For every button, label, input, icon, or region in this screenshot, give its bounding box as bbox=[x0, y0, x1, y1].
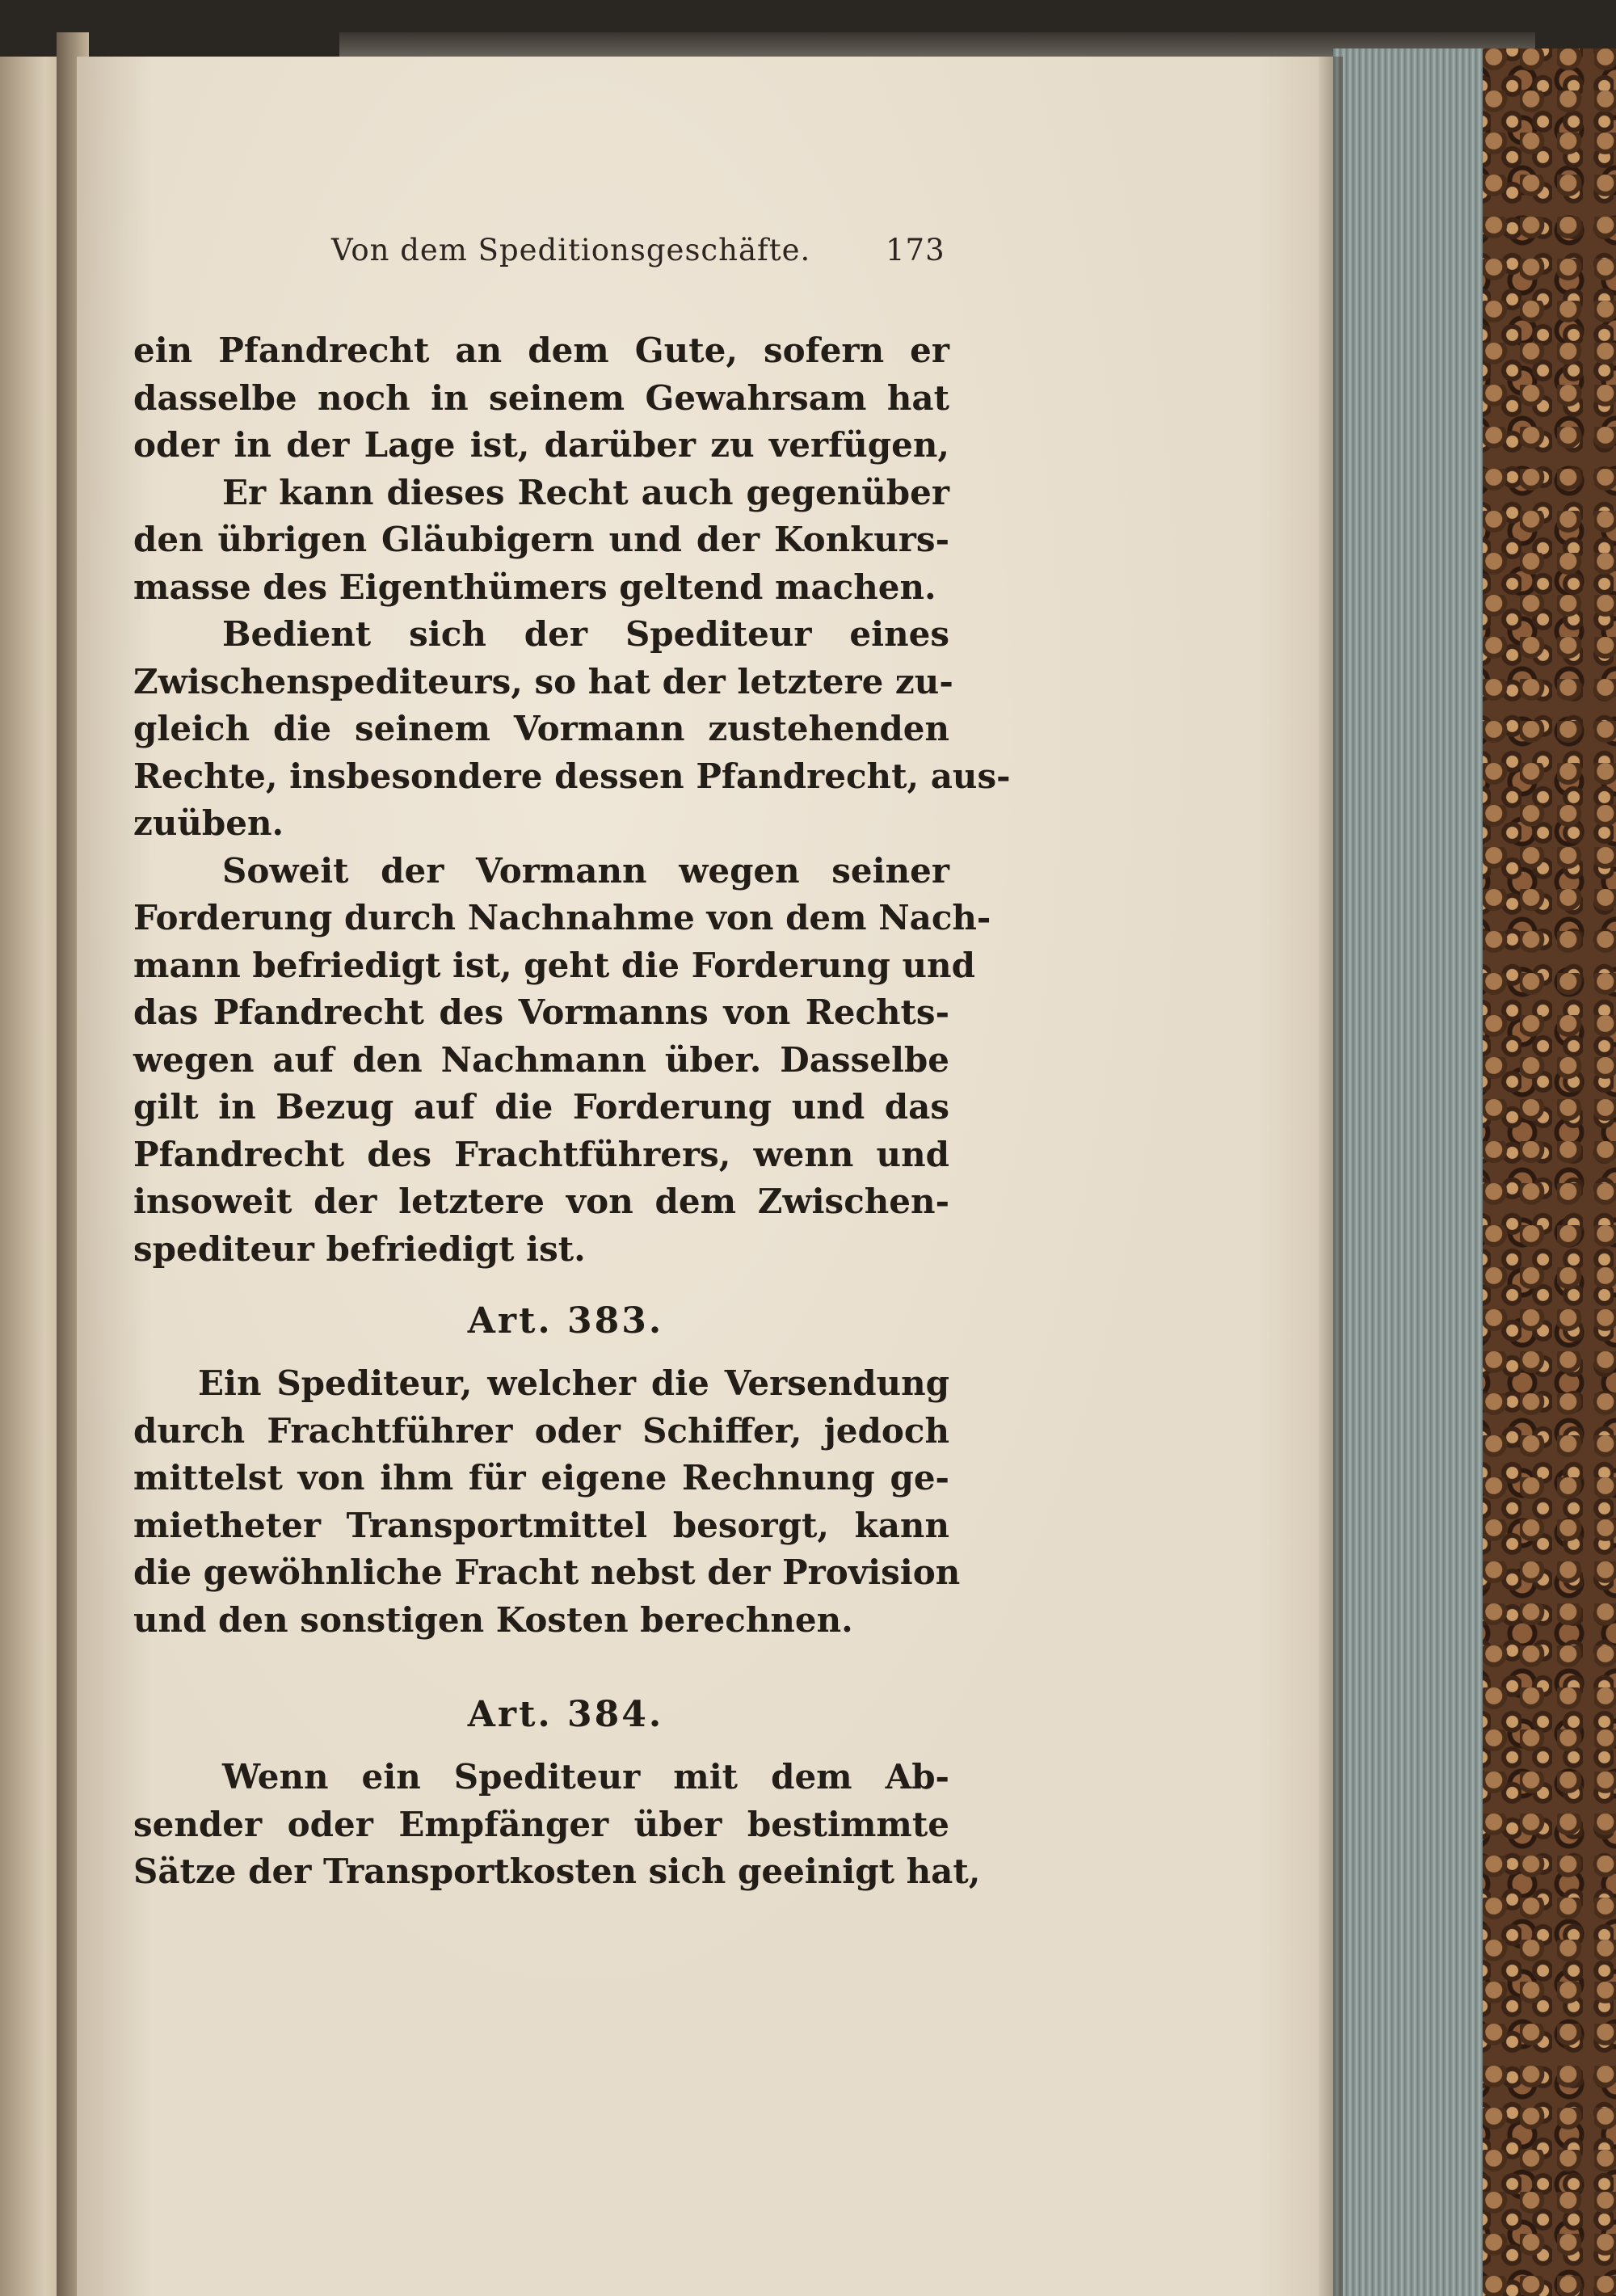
text-line: oder in der Lage ist, darüber zu verfügen, bbox=[133, 425, 949, 465]
text-line: dasselbe noch in seinem Gewahrsam hat bbox=[133, 377, 949, 418]
text-line: wegen auf den Nachmann über. Dasselbe bbox=[133, 1039, 949, 1080]
text-line: mittelst von ihm für eigene Rechnung ge- bbox=[133, 1458, 949, 1498]
text-line: ein Pfandrecht an dem Gute, sofern er bbox=[133, 331, 949, 370]
text-line: Zwischenspediteurs, so hat der letztere zu- bbox=[133, 661, 953, 701]
text-line: Er kann dieses Recht auch gegenüber bbox=[222, 472, 949, 512]
paragraph bbox=[133, 327, 949, 611]
page-number: 173 bbox=[886, 233, 945, 268]
text-line: gilt in Bezug auf die Forderung und das bbox=[133, 1087, 949, 1127]
marbled-cover bbox=[1483, 48, 1616, 2296]
text-line: Ein Spediteur, welcher die Versendung bbox=[198, 1363, 949, 1403]
text-line: Pfandrecht des Frachtführers, wenn und bbox=[133, 1134, 949, 1174]
article-heading: Art. 384. bbox=[467, 1694, 664, 1735]
text-line: mietheter Transportmittel besorgt, kann bbox=[133, 1505, 949, 1545]
paragraph bbox=[133, 848, 991, 1274]
text-line: Sätze der Transportkosten sich geeinigt hat, bbox=[133, 1852, 981, 1891]
article-heading: Art. 383. bbox=[467, 1300, 664, 1342]
text-line: Wenn ein Spediteur mit dem Ab- bbox=[222, 1757, 949, 1797]
text-line: durch Frachtführer oder Schiffer, jedoch bbox=[133, 1410, 949, 1451]
previous-page-edge bbox=[0, 57, 65, 2296]
text-line: spediteur befriedigt ist. bbox=[133, 1228, 586, 1269]
text-line: das Pfandrecht des Vormanns von Rechts- bbox=[133, 992, 949, 1032]
text-line: die gewöhnliche Fracht nebst der Provision bbox=[133, 1552, 961, 1592]
text-line: sender oder Empfänger über bestimmte bbox=[133, 1804, 949, 1844]
paragraph bbox=[133, 611, 1011, 848]
article-paragraph bbox=[133, 1360, 961, 1644]
text-line: zuüben. bbox=[133, 803, 284, 843]
text-line: und den sonstigen Kosten berechnen. bbox=[133, 1599, 853, 1640]
text-line: mann befriedigt ist, geht die Forderung und bbox=[133, 945, 975, 985]
text-line: Soweit der Vormann wegen seiner bbox=[222, 850, 949, 891]
text-line: masse des Eigenthümers geltend machen. bbox=[133, 567, 936, 607]
text-line: gleich die seinem Vormann zustehenden bbox=[133, 709, 949, 748]
article-paragraph bbox=[133, 1754, 981, 1896]
text-line: den übrigen Gläubigern und der Konkurs- bbox=[133, 520, 949, 559]
text-line: Bedient sich der Spediteur eines bbox=[222, 614, 949, 654]
text-line: Rechte, insbesondere dessen Pfandrecht, aus- bbox=[133, 756, 1011, 796]
page-header bbox=[154, 233, 962, 289]
body-text bbox=[133, 327, 1011, 1896]
page-block-edges bbox=[1333, 48, 1487, 2296]
text-line: Forderung durch Nachnahme von dem Nach- bbox=[133, 898, 991, 937]
running-head: Von dem Speditionsgeschäfte. bbox=[331, 233, 811, 268]
text-line: insoweit der letztere von dem Zwischen- bbox=[133, 1182, 949, 1221]
page-edge-shadow bbox=[1319, 57, 1343, 2296]
